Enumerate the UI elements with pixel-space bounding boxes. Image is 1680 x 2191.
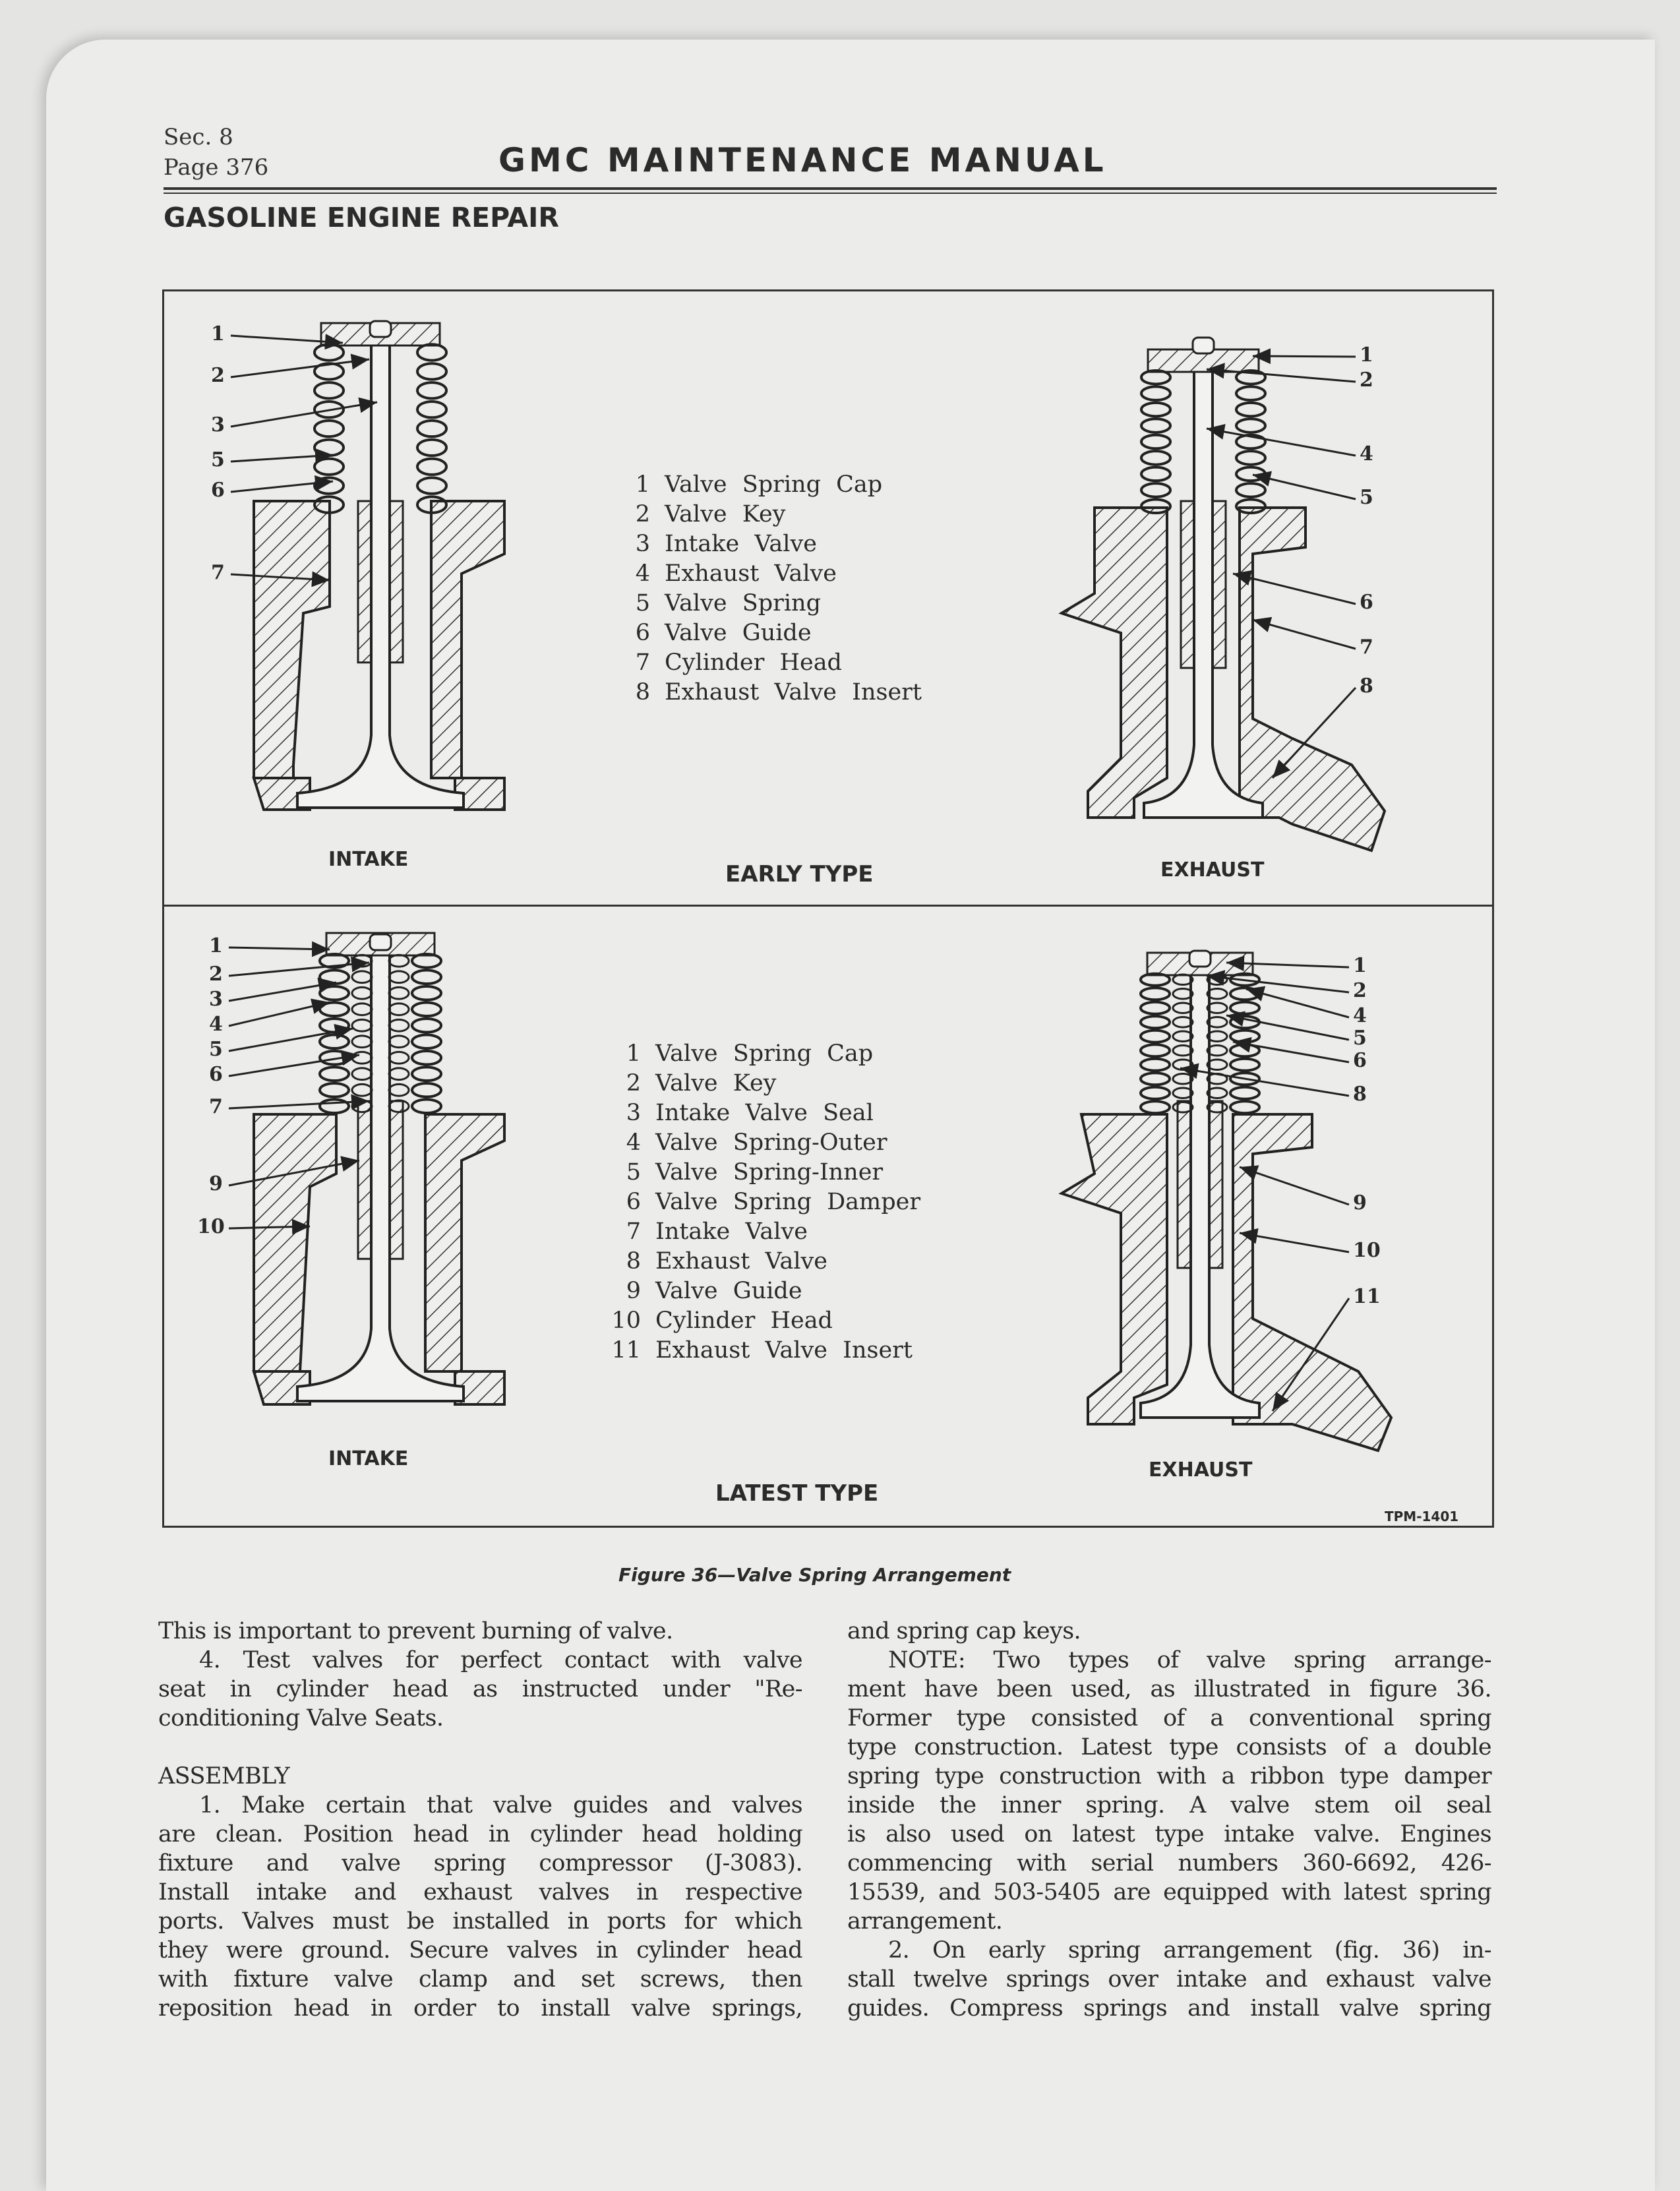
- callout-arrow: [1253, 356, 1356, 357]
- valve-spring-coil: [412, 1035, 441, 1048]
- legend-text: Valve Guide: [665, 620, 812, 646]
- figure-code: TPM-1401: [1385, 1509, 1459, 1524]
- body-column-right: [847, 1617, 1491, 2023]
- legend-item: [611, 1337, 913, 1364]
- valve-spring-coil: [1141, 386, 1170, 400]
- cylinder-head-section: [1062, 1114, 1167, 1424]
- callout-early-exhaust-7: 7: [1360, 636, 1373, 659]
- legend-item: [620, 649, 842, 676]
- inner-spring-coil: [352, 971, 372, 983]
- latest-type-label: LATEST TYPE: [715, 1480, 879, 1507]
- callout-latest-exhaust-2: 2: [1353, 979, 1367, 1002]
- valve-spring-coil: [1230, 988, 1259, 1000]
- callout-latest-intake-7: 7: [209, 1095, 223, 1118]
- legend-number: 6: [626, 1189, 641, 1215]
- valve-spring-coil: [1141, 483, 1170, 497]
- callout-early-intake-6: 6: [211, 479, 225, 502]
- callout-arrow: [1207, 976, 1349, 992]
- valve-spring-coil: [412, 1099, 441, 1113]
- body-text-line: they were ground. Secure valves in cylinder head: [158, 1937, 802, 1964]
- valve-spring-coil: [320, 1067, 349, 1081]
- valve-spring-coil: [417, 382, 446, 398]
- legend-number: 1: [626, 1040, 641, 1067]
- cylinder-head-section: [425, 1114, 504, 1371]
- callout-latest-intake-9: 9: [209, 1172, 223, 1195]
- valve-spring-coil: [1141, 1031, 1170, 1042]
- section-heading: ASSEMBLY: [158, 1763, 290, 1789]
- legend-text: Exhaust Valve: [665, 560, 837, 587]
- body-text-line: ports. Valves must be installed in ports for which: [158, 1908, 802, 1935]
- valve-spring-coil: [1236, 483, 1265, 497]
- valve-spring-coil: [1141, 467, 1170, 481]
- callout-latest-intake-3: 3: [209, 988, 223, 1011]
- valve-spring-coil: [417, 402, 446, 417]
- body-text-line: guides. Compress springs and install valve spring: [847, 1995, 1491, 2022]
- callout-arrow: [229, 1055, 359, 1076]
- body-text-line: is also used on latest type intake valve. Engines: [847, 1821, 1491, 1847]
- inner-spring-coil: [389, 1084, 409, 1096]
- cylinder-head-section: [1233, 1114, 1391, 1451]
- callout-early-exhaust-5: 5: [1360, 486, 1373, 509]
- callout-early-exhaust-1: 1: [1360, 344, 1373, 367]
- valve-spring-coil: [315, 478, 344, 494]
- callout-latest-intake-1: 1: [209, 934, 223, 957]
- valve-spring-coil: [1236, 403, 1265, 417]
- legend-item: [620, 590, 821, 616]
- legend-number: 5: [626, 1159, 641, 1186]
- callout-arrow: [1253, 475, 1356, 499]
- callout-arrow: [1253, 620, 1356, 649]
- inner-spring-coil: [389, 955, 409, 967]
- body-text-line: stall twelve springs over intake and exhaust valve: [847, 1966, 1491, 1993]
- legend-number: 11: [611, 1337, 641, 1364]
- valve-spring-coil: [320, 1083, 349, 1097]
- legend-item: [620, 560, 837, 587]
- legend-item: [611, 1307, 833, 1334]
- valve-spring-coil: [1230, 1087, 1259, 1099]
- callout-early-exhaust-8: 8: [1360, 675, 1373, 698]
- early-exhaust-label: EXHAUST: [1160, 858, 1265, 882]
- legend-number: 10: [611, 1307, 641, 1334]
- body-text-line: are clean. Position head in cylinder head holding: [158, 1821, 802, 1847]
- legend-text: Cylinder Head: [655, 1307, 833, 1334]
- body-text-line: spring type construction with a ribbon type damper: [847, 1763, 1491, 1789]
- valve-spring-coil: [1141, 435, 1170, 449]
- manual-title: GMC MAINTENANCE MANUAL: [498, 141, 1107, 179]
- inner-spring-coil: [389, 971, 409, 983]
- section-title: GASOLINE ENGINE REPAIR: [164, 202, 559, 233]
- callout-arrow: [1240, 1167, 1349, 1205]
- valve-spring-coil: [1141, 988, 1170, 1000]
- body-text-line: fixture and valve spring compressor (J-3083).: [158, 1850, 802, 1876]
- callout-early-intake-3: 3: [211, 413, 225, 436]
- body-text-line: commencing with serial numbers 360-6692, 426-: [847, 1850, 1491, 1876]
- callout-early-exhaust-6: 6: [1360, 591, 1373, 614]
- body-text-line: 15539, and 503-5405 are equipped with latest spring: [847, 1879, 1491, 1906]
- body-text-line: ment have been used, as illustrated in figure 36.: [847, 1676, 1491, 1702]
- valve-spring-coil: [1141, 419, 1170, 433]
- callout-latest-intake-6: 6: [209, 1063, 223, 1086]
- valve-spring-coil: [1141, 451, 1170, 465]
- valve-spring-coil: [320, 970, 349, 984]
- body-text-line: with fixture valve clamp and set screws, then: [158, 1966, 802, 1993]
- legend-text: Valve Spring-Outer: [655, 1129, 887, 1156]
- valve-spring-coil: [417, 421, 446, 436]
- inner-spring-coil: [352, 1036, 372, 1048]
- valve-spring-coil: [1236, 386, 1265, 400]
- legend-item: [611, 1070, 776, 1096]
- cylinder-head-section: [254, 501, 330, 778]
- callout-arrow: [229, 947, 330, 949]
- inner-spring-coil: [389, 1036, 409, 1048]
- legend-item: [611, 1129, 887, 1156]
- body-text-line: inside the inner spring. A valve stem oil seal: [847, 1792, 1491, 1818]
- valve-spring-coil: [1230, 1002, 1259, 1014]
- section-number: Sec. 8: [164, 124, 233, 150]
- legend-item: [611, 1159, 883, 1186]
- legend-number: 4: [635, 560, 650, 587]
- figure-caption: Figure 36—Valve Spring Arrangement: [618, 1564, 1011, 1586]
- valve-spring-coil: [412, 1002, 441, 1016]
- legend-item: [620, 679, 922, 705]
- inner-spring-coil: [389, 1068, 409, 1080]
- legend-item: [620, 620, 812, 646]
- callout-latest-exhaust-5: 5: [1353, 1027, 1367, 1050]
- body-text-line: 2. On early spring arrangement (fig. 36) in-: [888, 1937, 1491, 1964]
- callout-early-exhaust-2: 2: [1360, 369, 1373, 392]
- latest-intake-label: INTAKE: [328, 1447, 409, 1470]
- legend-number: 9: [626, 1278, 641, 1304]
- cylinder-head-section: [431, 501, 504, 778]
- legend-number: 1: [635, 471, 650, 498]
- callout-arrow: [231, 359, 369, 377]
- legend-text: Valve Guide: [655, 1278, 802, 1304]
- body-column-left: [158, 1617, 802, 2023]
- valve-spring-coil: [412, 1067, 441, 1081]
- valve-key: [1189, 951, 1211, 967]
- legend-item: [620, 531, 817, 557]
- legend-text: Intake Valve: [665, 531, 817, 557]
- inner-spring-coil: [352, 1004, 372, 1015]
- legend-number: 7: [626, 1218, 641, 1245]
- callout-latest-exhaust-6: 6: [1353, 1049, 1367, 1072]
- body-text-line: 1. Make certain that valve guides and valves: [199, 1792, 802, 1818]
- legend-text: Valve Key: [655, 1070, 777, 1096]
- body-text-line: reposition head in order to install valve springs,: [158, 1995, 802, 2022]
- valve-spring-coil: [320, 1002, 349, 1016]
- valve-spring-coil: [1236, 467, 1265, 481]
- legend-text: Intake Valve Seal: [655, 1100, 874, 1126]
- inner-spring-coil: [352, 987, 372, 999]
- valve-spring-coil: [315, 344, 344, 360]
- legend-item: [611, 1218, 808, 1245]
- callout-latest-exhaust-10: 10: [1353, 1239, 1381, 1262]
- callout-early-intake-2: 2: [211, 364, 225, 387]
- valve-spring-coil: [320, 1035, 349, 1048]
- callout-arrow: [229, 1002, 330, 1026]
- valve-spring-coil: [1236, 451, 1265, 465]
- valve-spring-coil: [1141, 1101, 1170, 1113]
- valve-key: [370, 934, 391, 950]
- body-text-line: [158, 1733, 802, 1762]
- callout-latest-exhaust-8: 8: [1353, 1083, 1367, 1106]
- valve-spring-coil: [1141, 1073, 1170, 1085]
- inner-spring-coil: [352, 1084, 372, 1096]
- legend-number: 3: [626, 1100, 641, 1126]
- legend-text: Valve Spring-Inner: [655, 1159, 884, 1186]
- valve-spring-coil: [412, 1083, 441, 1097]
- legend-number: 8: [635, 679, 650, 705]
- callout-arrow: [1240, 1233, 1349, 1252]
- legend-item: [611, 1189, 920, 1215]
- body-text-line: Install intake and exhaust valves in respective: [158, 1879, 802, 1906]
- legend-text: Valve Key: [665, 501, 786, 527]
- callout-arrow: [1207, 369, 1356, 382]
- valve-spring-coil: [417, 344, 446, 360]
- latest-exhaust-label: EXHAUST: [1149, 1458, 1253, 1482]
- valve-spring-coil: [412, 1019, 441, 1033]
- valve-spring-coil: [315, 382, 344, 398]
- valve-spring-coil: [417, 478, 446, 494]
- legend-number: 2: [635, 501, 650, 527]
- legend-number: 2: [626, 1070, 641, 1096]
- callout-early-exhaust-4: 4: [1360, 442, 1373, 465]
- legend-text: Valve Spring Cap: [665, 471, 883, 498]
- valve-spring-coil: [412, 986, 441, 1000]
- valve-spring-coil: [417, 459, 446, 475]
- cylinder-head-section: [254, 1114, 336, 1371]
- legend-text: Intake Valve: [655, 1218, 808, 1245]
- valve-key: [370, 321, 391, 337]
- inner-spring-coil: [389, 1004, 409, 1015]
- legend-item: [620, 471, 882, 498]
- inner-spring-coil: [389, 987, 409, 999]
- legend-text: Valve Spring Cap: [655, 1040, 874, 1067]
- valve-spring-coil: [412, 1051, 441, 1065]
- inner-spring-coil: [389, 1019, 409, 1031]
- callout-latest-exhaust-1: 1: [1353, 954, 1367, 977]
- legend-item: [611, 1248, 827, 1275]
- valve-spring-coil: [1141, 1087, 1170, 1099]
- legend-item: [611, 1100, 874, 1126]
- body-text-line: and spring cap keys.: [847, 1618, 1081, 1644]
- legend-text: Exhaust Valve Insert: [665, 679, 922, 705]
- valve-spring-coil: [417, 440, 446, 456]
- valve-spring-coil: [320, 986, 349, 1000]
- valve-spring-coil: [315, 421, 344, 436]
- callout-early-intake-5: 5: [211, 448, 225, 471]
- early-type-label: EARLY TYPE: [725, 861, 874, 887]
- valve-key: [1193, 338, 1214, 353]
- valve-spring-coil: [1236, 419, 1265, 433]
- callout-latest-intake-5: 5: [209, 1038, 223, 1061]
- inner-spring-coil: [352, 1068, 372, 1080]
- legend-item: [620, 501, 785, 527]
- valve-spring-coil: [1141, 1016, 1170, 1028]
- inner-spring-coil: [352, 1019, 372, 1031]
- callout-early-intake-7: 7: [211, 561, 225, 584]
- valve-spring-coil: [315, 459, 344, 475]
- body-text-line: seat in cylinder head as instructed under "Re-: [158, 1676, 802, 1702]
- legend-text: Valve Spring Damper: [655, 1189, 921, 1215]
- body-text-line: This is important to prevent burning of valve.: [158, 1618, 673, 1644]
- valve-spring-coil: [1230, 1031, 1259, 1042]
- body-text-line: arrangement.: [847, 1908, 1003, 1935]
- callout-arrow: [1207, 429, 1356, 456]
- legend-number: 8: [626, 1248, 641, 1275]
- callout-latest-exhaust-4: 4: [1353, 1004, 1367, 1027]
- callout-arrow: [1246, 989, 1349, 1017]
- body-text-line: Former type consisted of a conventional spring: [847, 1705, 1491, 1731]
- valve-spring-coil: [417, 363, 446, 379]
- valve-spring-coil: [1141, 403, 1170, 417]
- legend-number: 5: [635, 590, 650, 616]
- callout-arrow: [231, 402, 377, 427]
- callout-latest-exhaust-11: 11: [1353, 1285, 1381, 1308]
- body-text-line: type construction. Latest type consists of a double: [847, 1734, 1491, 1760]
- valve-spring-coil: [1141, 1044, 1170, 1056]
- inner-spring-coil: [352, 1052, 372, 1064]
- legend-text: Cylinder Head: [665, 649, 842, 676]
- body-text-line: conditioning Valve Seats.: [158, 1705, 444, 1731]
- valve-spring-coil: [1141, 1002, 1170, 1014]
- legend-number: 4: [626, 1129, 641, 1156]
- page-number: Page 376: [164, 154, 269, 181]
- callout-latest-intake-2: 2: [209, 963, 223, 986]
- legend-item: [611, 1278, 802, 1304]
- legend-item: [611, 1040, 873, 1067]
- callout-latest-exhaust-9: 9: [1353, 1191, 1367, 1215]
- legend-text: Exhaust Valve Insert: [655, 1337, 913, 1364]
- early-intake-label: INTAKE: [328, 848, 409, 871]
- valve-spring-coil: [412, 970, 441, 984]
- valve-spring-coil: [1230, 1059, 1259, 1071]
- inner-spring-coil: [389, 1052, 409, 1064]
- body-text-line: 4. Test valves for perfect contact with valve: [199, 1647, 802, 1673]
- legend-number: 6: [635, 620, 650, 646]
- valve-spring-coil: [315, 440, 344, 456]
- legend-number: 3: [635, 531, 650, 557]
- legend-text: Valve Spring: [665, 590, 821, 616]
- legend-number: 7: [635, 649, 650, 676]
- callout-latest-intake-10: 10: [197, 1215, 225, 1238]
- body-text-line: NOTE: Two types of valve spring arrange-: [888, 1647, 1491, 1673]
- valve-spring-coil: [1141, 1059, 1170, 1071]
- cylinder-head-section: [1062, 508, 1167, 818]
- callout-latest-intake-4: 4: [209, 1013, 223, 1036]
- valve-spring-coil: [1230, 1101, 1259, 1113]
- legend-text: Exhaust Valve: [655, 1248, 827, 1275]
- callout-early-intake-1: 1: [211, 322, 225, 345]
